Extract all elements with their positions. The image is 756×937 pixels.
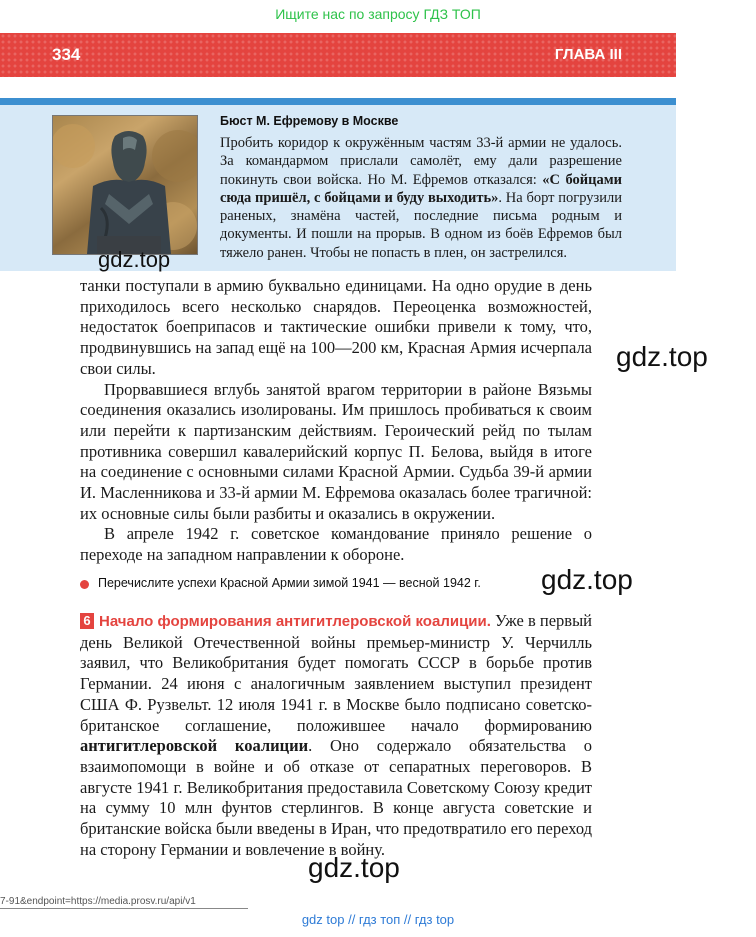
section-6 bbox=[80, 611, 592, 860]
bust-image bbox=[53, 116, 197, 254]
section-text-1: Уже в первый день Великой Отечественной войны премьер-министр У. Черчилль заявил, что Великобритания будет помогать СССР в борьбе против Германии. 24 июня с аналогичным заявлением выступил президент США Ф. Рузвельт. 12 июля 1941 г. в Москве было подписано советско-британское соглашение, положившее начало формированию bbox=[80, 611, 593, 735]
info-box-text-2: . На борт погрузили раненых, знамёна частей, последние письма родным и документы. И пошли на прорыв. В одном из боёв Ефремов был тяжело ранен. Чтобы не попасть в плен, он застрелился. bbox=[220, 189, 622, 261]
info-box-quote: «С бойцами сюда пришёл, с бойцами и буду выходить» bbox=[220, 171, 622, 206]
paragraph-3: В апреле 1942 г. советское командование приняло решение о переходе на западном направлении к обороне. bbox=[80, 524, 592, 565]
info-box-text bbox=[220, 134, 622, 262]
page-number: 334 bbox=[52, 45, 81, 64]
chapter-header-bar bbox=[0, 33, 676, 77]
section-number-badge: 6 bbox=[80, 613, 94, 629]
main-text bbox=[80, 276, 592, 566]
watermark-1: gdz.top bbox=[98, 247, 171, 272]
watermark-4: gdz.top bbox=[308, 852, 400, 883]
watermark-2: gdz.top bbox=[616, 341, 708, 372]
section-text-2: . Оно содержало обязательства о взаимопомощи в войне и об отказе от сепаратных переговоров. В августе 1941 г. Великобритания предоставила Советскому Союзу кредит на сумму 10 млн фунтов стерлингов. В конце августа советские и британские войска были введены в Иран, что предотвратило его переход на сторону Германии и вовлечение в войну. bbox=[80, 736, 592, 859]
bust-photo bbox=[52, 115, 198, 255]
info-box-text-1: Пробить коридор к окружённым частям 33-й армии не удалось. За командармом прислали самолёт, ему дали разрешение покинуть свои войска. Но М. Ефремов отказался: bbox=[220, 135, 622, 188]
info-box bbox=[0, 98, 676, 271]
section-bold-term: антигитлеровской коалиции bbox=[80, 736, 309, 756]
top-banner: Ищите нас по запросу ГДЗ ТОП bbox=[275, 6, 481, 22]
section-title: Начало формирования антигитлеровской коалиции. bbox=[99, 613, 491, 630]
watermark-3: gdz.top bbox=[541, 564, 633, 595]
question-text: Перечислите успехи Красной Армии зимой 1941 — весной 1942 г. bbox=[98, 576, 481, 590]
footer-links: gdz top // гдз топ // гдз top bbox=[301, 912, 455, 927]
info-box-title: Бюст М. Ефремову в Москве bbox=[220, 114, 399, 128]
question-bullet-icon bbox=[80, 580, 89, 589]
paragraph-1: танки поступали в армию буквально единицами. На одно орудие в день приходилось всего несколько снарядов. Переоценка возможностей, недостаток боеприпасов и тактические ошибки привели к тому, что, продвинувшись на запад ещё на 100—200 км, Красная Армия исчерпала свои силы. bbox=[80, 276, 592, 378]
paragraph-2: Прорвавшиеся вглубь занятой врагом территории в районе Вязьмы соединения оказались изолированы. Им пришлось пробиваться к своим или перейти к партизанским действиям. Героический рейд по тылам противника совершил кавалерийский корпус П. Белова, выйдя в итоге на соединение с основными силами Красной Армии. Судьба 39-й армии И. Масленникова и 33-й армии М. Ефремова оказалась более трагичной: их основные силы были разбиты и оказались в окружении. bbox=[80, 379, 592, 523]
section-paragraph bbox=[80, 611, 592, 860]
url-divider bbox=[0, 908, 248, 909]
url-fragment: 7-91&endpoint=https://media.prosv.ru/api/v1 bbox=[0, 896, 196, 907]
chapter-label: ГЛАВА III bbox=[554, 46, 622, 63]
